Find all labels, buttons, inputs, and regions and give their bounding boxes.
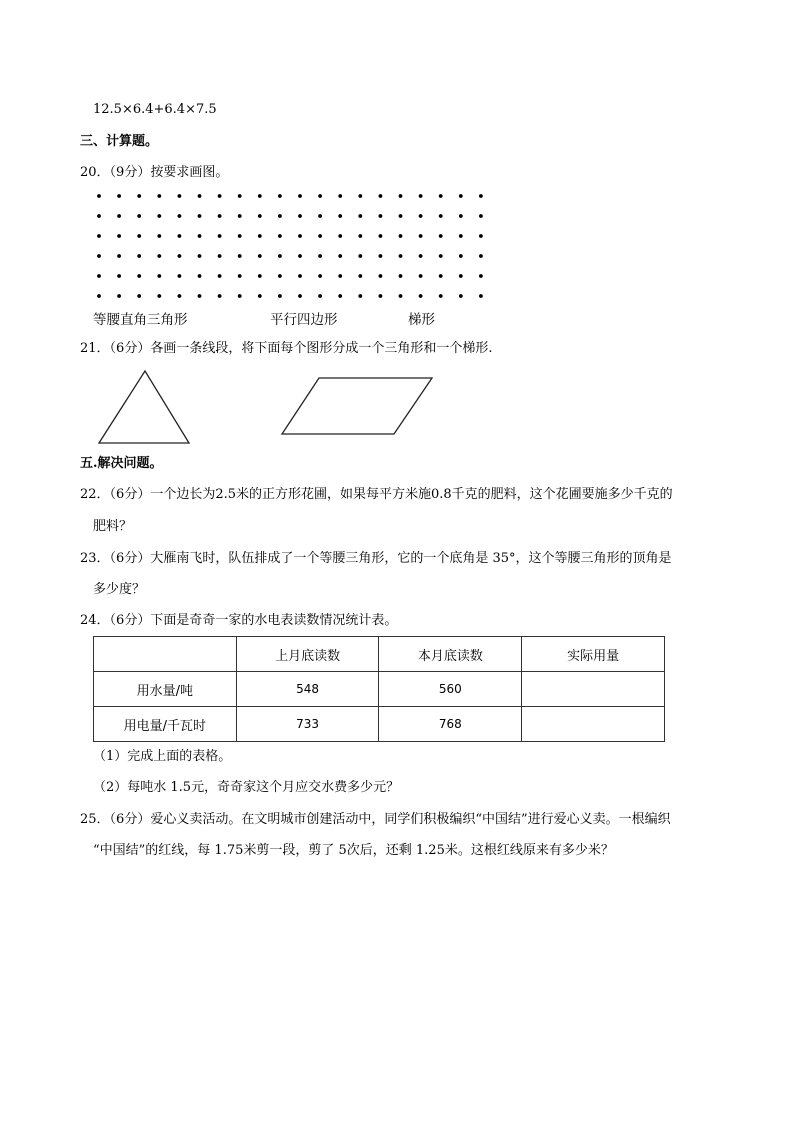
question-25-line1: 25．（6分）爱心义卖活动。在文明城市创建活动中，同学们积极编织“中国结”进行爱心义卖。一根编织 [80,812,671,827]
grid-dot [258,234,262,238]
grid-dot [198,234,202,238]
grid-dot [258,194,262,198]
grid-dot [117,194,121,198]
grid-dot [137,254,141,258]
grid-dot [278,294,282,298]
table-row [94,672,665,707]
grid-dot [298,294,302,298]
grid-dot [278,234,282,238]
question-22-line1: 22．（6分）一个边长为2.5米的正方形花圃，如果每平方米施0.8千克的肥料，这个花圃要施多少千克的 [80,487,673,502]
grid-dot [238,254,242,258]
grid-dot [117,274,121,278]
grid-dot [399,234,403,238]
grid-dot [338,254,342,258]
grid-dot [358,214,362,218]
grid-dot [238,214,242,218]
grid-dot [419,274,423,278]
grid-dot [419,234,423,238]
grid-dot [399,194,403,198]
grid-dot [258,294,262,298]
grid-dot [137,234,141,238]
grid-dot [338,214,342,218]
question-24-sub2: （2）每吨水 1.5元，奇奇家这个月应交水费多少元？ [93,780,400,795]
table-cell: 733 [236,707,379,742]
grid-dot [318,214,322,218]
answer-cell[interactable] [522,707,665,742]
grid-dot [399,274,403,278]
grid-dot [178,254,182,258]
grid-dot [218,214,222,218]
grid-dot [358,194,362,198]
table-cell: 560 [379,672,522,707]
grid-dot [218,294,222,298]
grid-dot [419,214,423,218]
label-trapezoid: 梯形 [408,312,435,328]
table-row [94,707,665,742]
grid-dot [258,274,262,278]
grid-dot [278,214,282,218]
grid-dot [157,194,161,198]
grid-dot [379,214,383,218]
grid-dot [238,274,242,278]
grid-dot [178,194,182,198]
table-header-cell [94,637,237,672]
grid-dot [479,254,483,258]
grid-dot [399,254,403,258]
grid-dot [137,194,141,198]
question-25-line2: “中国结”的红线，每 1.75米剪一段，剪了 5次后，还剩 1.25米。这根红线原来有多少米？ [93,843,614,858]
grid-dot [278,274,282,278]
meter-reading-table [93,636,665,742]
grid-dot [399,294,403,298]
grid-dot [459,254,463,258]
grid-dot [439,274,443,278]
dot-grid [92,189,492,303]
grid-dot [318,254,322,258]
grid-dot [117,294,121,298]
grid-dot [178,274,182,278]
row-label-electricity: 用电量/千瓦时 [94,707,237,742]
grid-dot [459,214,463,218]
grid-dot [479,294,483,298]
grid-dot [97,214,101,218]
grid-dot [218,274,222,278]
grid-dot [318,294,322,298]
grid-dot [117,234,121,238]
triangle-figure [96,368,192,446]
grid-dot [358,294,362,298]
grid-dot [218,194,222,198]
grid-dot [439,194,443,198]
grid-dot [97,254,101,258]
row-label-water: 用水量/吨 [94,672,237,707]
label-parallelogram: 平行四边形 [270,312,338,328]
grid-dot [97,294,101,298]
grid-dot [218,254,222,258]
grid-dot [157,254,161,258]
table-header-cell: 实际用量 [522,637,665,672]
grid-dot [358,234,362,238]
grid-dot [198,294,202,298]
table-cell: 548 [236,672,379,707]
grid-dot [178,294,182,298]
grid-dot [157,214,161,218]
question-24: 24．（6分）下面是奇奇一家的水电表读数情况统计表。 [80,613,398,628]
question-23-line2: 多少度？ [93,582,146,597]
grid-dot [258,214,262,218]
grid-dot [419,254,423,258]
grid-dot [338,294,342,298]
grid-dot [419,194,423,198]
grid-dot [238,194,242,198]
question-23-line1: 23．（6分）大雁南飞时，队伍排成了一个等腰三角形，它的一个底角是 35°，这个等腰三角形的顶角是 [80,551,672,566]
grid-dot [137,294,141,298]
question-22-line2: 肥料？ [93,519,133,534]
question-21: 21．（6分）各画一条线段，将下面每个图形分成一个三角形和一个梯形. [80,341,493,356]
grid-dot [379,254,383,258]
table-cell: 768 [379,707,522,742]
table-header-row [94,637,665,672]
grid-dot [218,234,222,238]
grid-dot [379,234,383,238]
grid-dot [137,274,141,278]
grid-dot [278,194,282,198]
grid-dot [479,214,483,218]
grid-dot [439,214,443,218]
grid-dot [117,254,121,258]
grid-dot [157,234,161,238]
grid-dot [198,214,202,218]
grid-dot [479,234,483,238]
grid-dot [318,234,322,238]
grid-dot [379,294,383,298]
grid-dot [298,274,302,278]
section-heading-calculation: 三、计算题。 [80,134,159,149]
grid-dot [178,234,182,238]
grid-dot [379,194,383,198]
grid-dot [439,254,443,258]
grid-dot [298,234,302,238]
question-24-sub1: （1）完成上面的表格。 [93,749,232,764]
parallelogram-figure [279,375,435,437]
grid-dot [399,214,403,218]
grid-dot [157,294,161,298]
math-expression: 12.5×6.4+6.4×7.5 [93,102,217,117]
grid-dot [157,274,161,278]
grid-dot [238,294,242,298]
grid-dot [439,294,443,298]
grid-dot [439,234,443,238]
grid-dot [459,294,463,298]
grid-dot [459,194,463,198]
grid-dot [198,274,202,278]
grid-dot [97,194,101,198]
grid-dot [258,254,262,258]
grid-dot [298,214,302,218]
grid-dot [198,194,202,198]
grid-dot [97,234,101,238]
grid-dot [298,194,302,198]
question-20: 20．（9分）按要求画图。 [80,165,229,180]
grid-dot [358,254,362,258]
grid-dot [419,294,423,298]
grid-dot [318,274,322,278]
table-header-cell: 上月底读数 [236,637,379,672]
grid-dot [278,254,282,258]
grid-dot [479,274,483,278]
answer-cell[interactable] [522,672,665,707]
grid-dot [379,274,383,278]
grid-dot [178,214,182,218]
grid-dot [97,274,101,278]
grid-dot [479,194,483,198]
section-heading-problems: 五.解决问题。 [80,456,163,471]
label-isosceles-right-triangle: 等腰直角三角形 [93,312,188,328]
table-header-cell: 本月底读数 [379,637,522,672]
grid-dot [238,234,242,238]
grid-dot [459,274,463,278]
grid-dot [338,234,342,238]
grid-dot [459,234,463,238]
grid-dot [358,274,362,278]
grid-dot [117,214,121,218]
grid-dot [338,194,342,198]
grid-dot [198,254,202,258]
grid-dot [137,214,141,218]
grid-dot [318,194,322,198]
grid-dot [298,254,302,258]
grid-dot [338,274,342,278]
